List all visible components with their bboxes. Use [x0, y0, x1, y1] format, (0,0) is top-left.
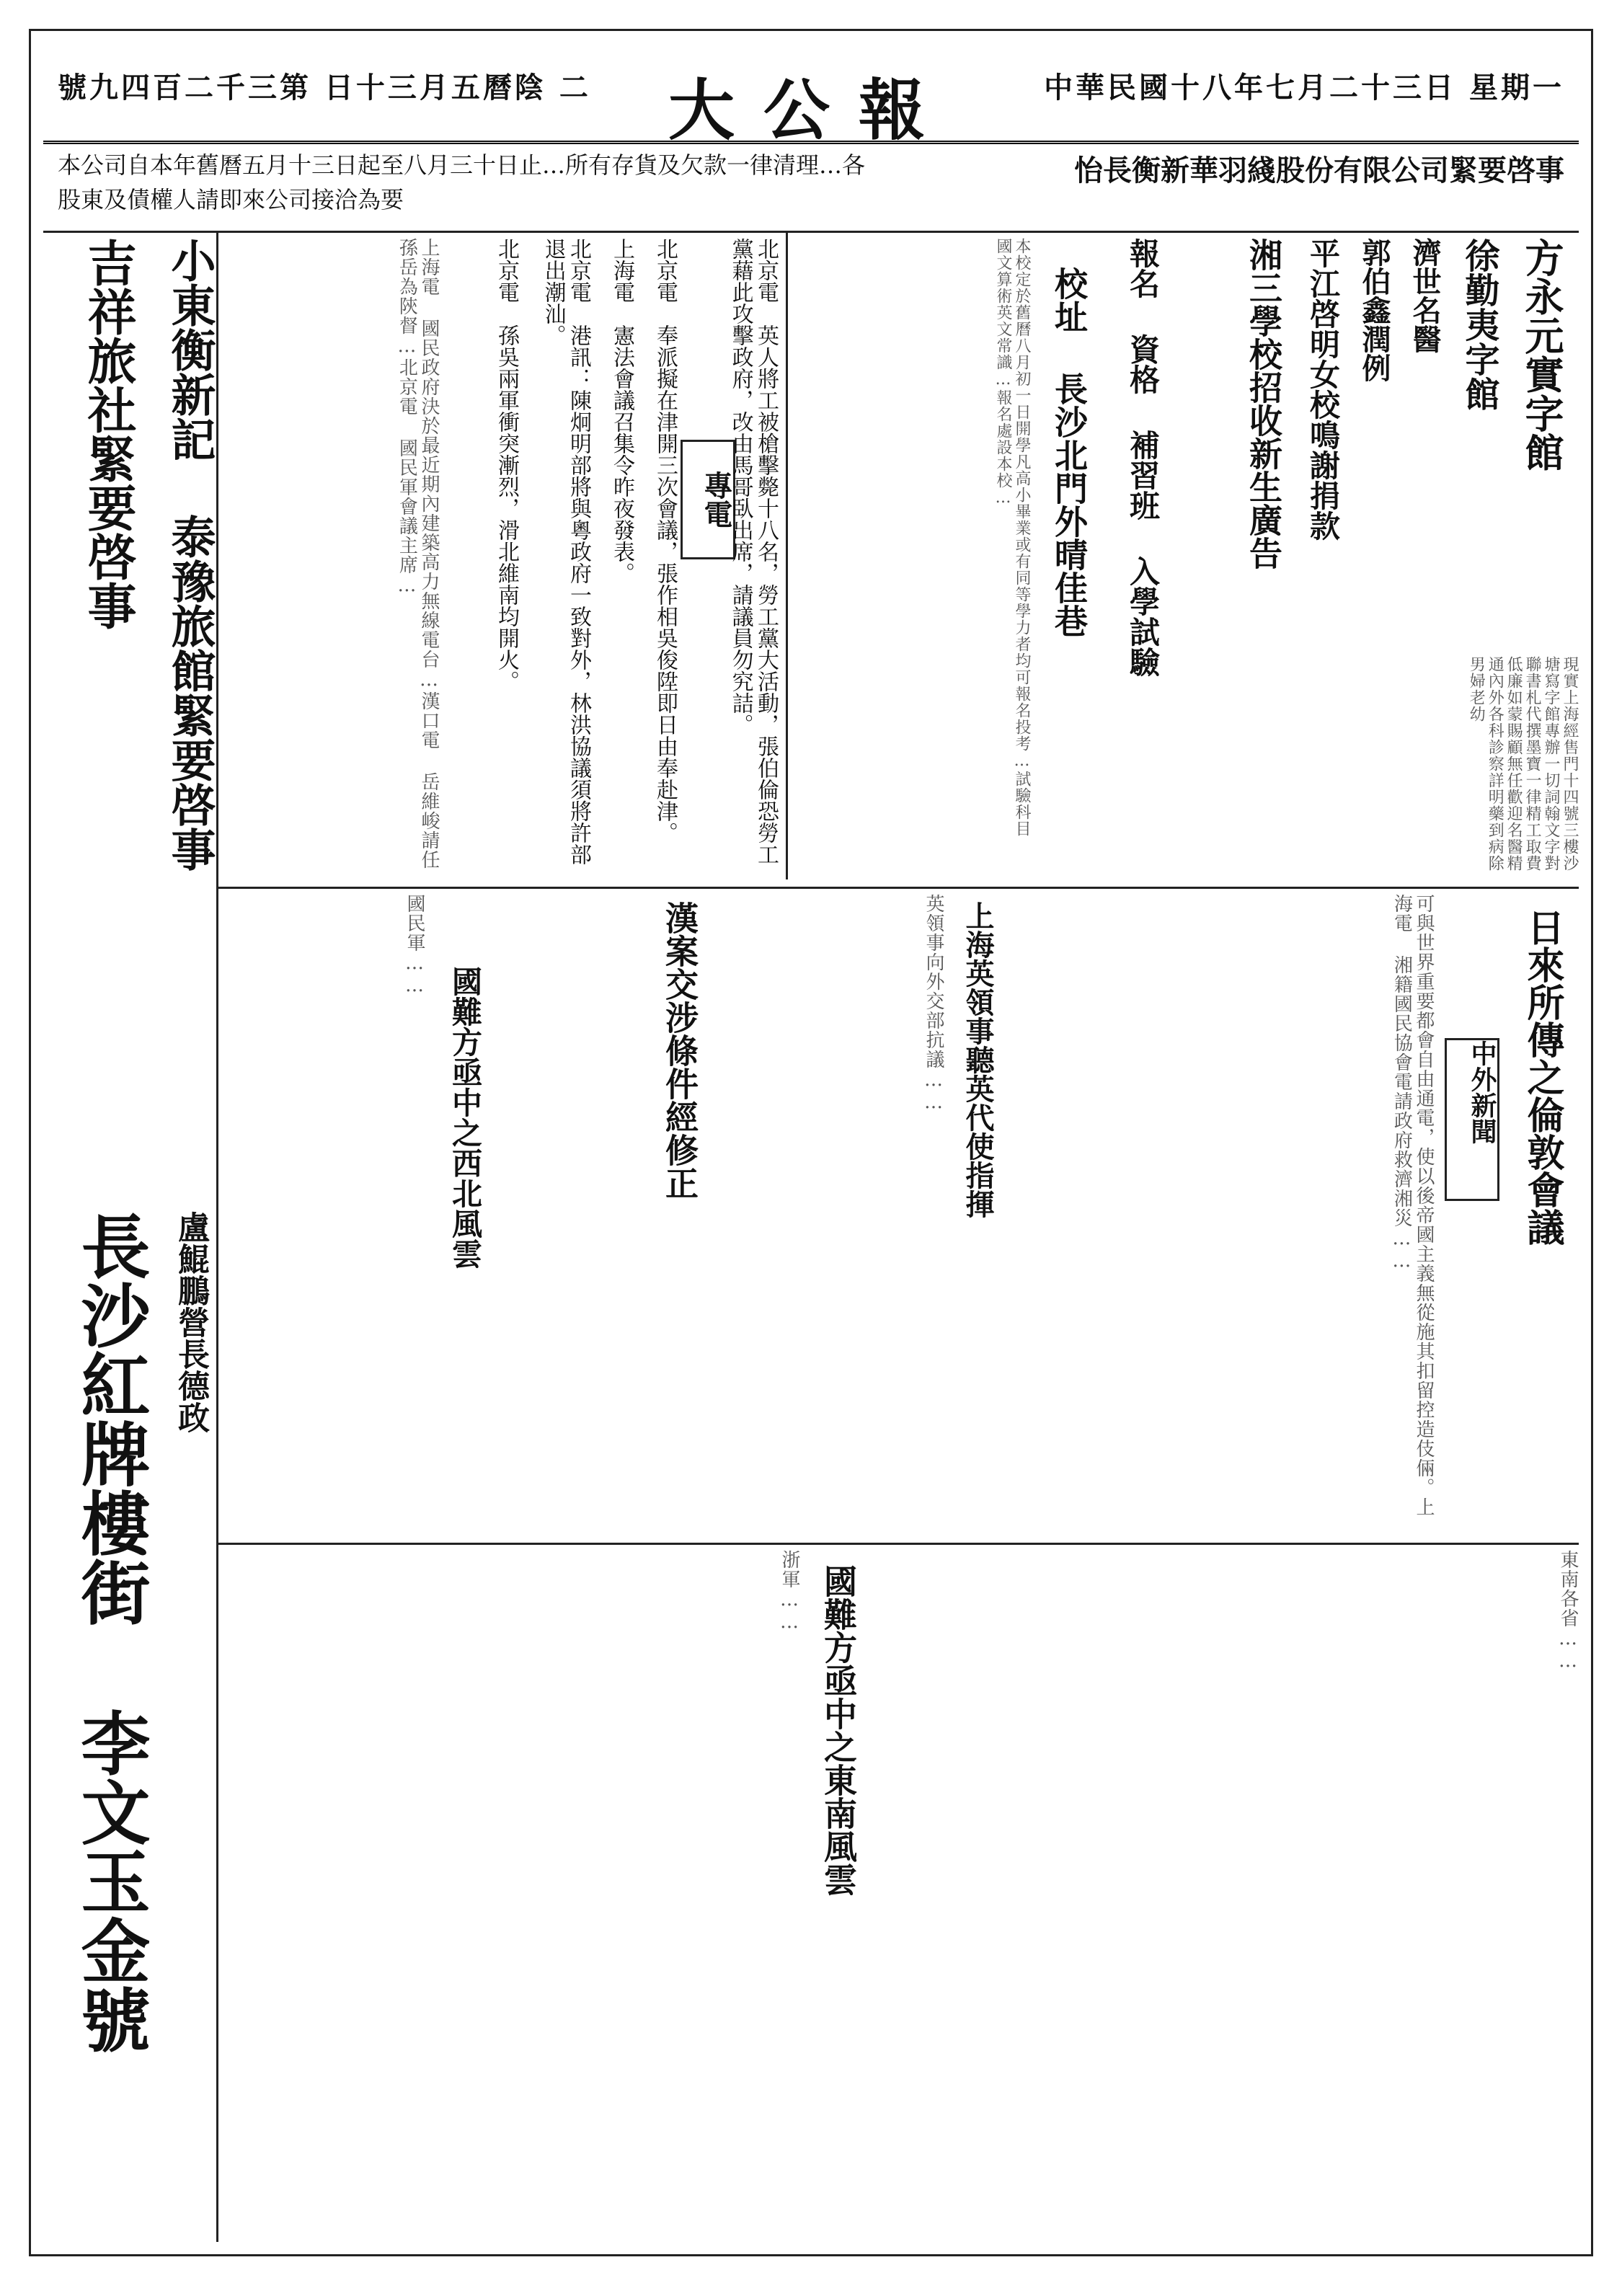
ad-title: 平江啓明女校鳴謝捐款	[1306, 238, 1341, 541]
news-title: 漢案交涉條件經修正	[660, 901, 699, 1200]
ad-title: 盧鯤鵬營長德政	[172, 1211, 209, 1433]
ad-title: 方永元實字館	[1519, 238, 1565, 471]
news-block-upper	[447, 238, 779, 887]
masthead-title: 大公報	[668, 71, 954, 149]
news-block-middle	[223, 238, 440, 887]
ads-right-block-2	[793, 238, 1175, 887]
ad-title: 濟世名醫	[1408, 238, 1442, 353]
top-notice	[58, 148, 1564, 227]
divider-mid	[216, 887, 1579, 889]
divider-col	[786, 231, 788, 879]
top-notice-body: 本公司自本年舊曆五月十三日起至八月三十日止…所有存貨及欠款一律清理…各股東及債權人請即來公司接洽為要	[58, 151, 866, 213]
news-item: 北京電 英人將工被槍擊斃十八名，勞工黨大活動，張伯倫恐勞工黨藉此攻擊政府，改由馬哥臥出席，請議員勿究詰。	[727, 238, 779, 865]
ad-title: 郭伯鑫潤例	[1357, 238, 1391, 382]
ads-left-block-2	[43, 1211, 216, 2242]
news-title: 日來所傳之倫敦會議	[1520, 908, 1564, 1246]
news-body-text: 上海電 國民政府決於最近期內建築高力無線電台…漢口電 岳維峻請任孫岳為陝督…北京電 國民軍會議主席…	[396, 238, 440, 869]
ad-title: 小東衡新記 泰豫旅館緊要啓事	[164, 238, 216, 872]
news-body-text: 國民軍……	[404, 894, 425, 997]
news-title: 中外新聞	[1445, 1038, 1499, 1201]
news-block-west	[223, 894, 497, 1543]
ad-body-text: 本校定於舊曆八月初一日開學凡高小畢業或有同等學力者均可報名投考…試驗科目國文算術英文常識…報名處設本校…	[994, 238, 1031, 837]
masthead	[43, 50, 1579, 149]
news-block-center	[1009, 894, 1579, 1543]
ad-title: 報名 資格 補習班 入學試驗	[1125, 238, 1161, 677]
ad-title: 吉祥旅社緊要啓事	[79, 238, 137, 630]
news-title: 專電	[681, 440, 735, 559]
ad-body-text: 現實上海經售門十四號三樓沙塘寫字館專辦一切詞翰文字對聯書札代撰墨寶一律精工取費低廉如蒙賜顧無任歡迎名醫精通內外各科診察詳明藥到病除男婦老幼	[1467, 656, 1579, 872]
ad-title: 徐勤夷字館	[1459, 238, 1499, 411]
news-body-text: 浙軍……	[779, 1550, 800, 1634]
ad-title: 長沙紅牌樓街 李文玉金號	[70, 1211, 151, 2054]
news-item: 北京電 奉派擬在津開三次會議，張作相吳俊陞即日由奉赴津。	[652, 238, 678, 843]
masthead-date-left: 號九四百二千三第 日十三月五曆陰 二	[58, 71, 591, 105]
divider-top	[43, 231, 1579, 233]
ad-title: 湘三學校招收新生廣告	[1244, 238, 1283, 569]
news-body-text: 英領事向外交部抗議……	[923, 894, 944, 1114]
divider-low	[216, 1543, 1579, 1545]
ad-title: 校址 長沙北門外晴佳巷	[1050, 267, 1089, 637]
news-item: 北京電 孫吳兩軍衝突漸烈，滑北維南均開火。	[494, 238, 519, 692]
news-title: 上海英領事聽英代使指揮	[961, 901, 995, 1218]
news-title: 國難方亟中之東南風雲	[819, 1564, 858, 1896]
ads-right-block	[1182, 238, 1579, 887]
masthead-date-right: 中華民國十八年七月二十三日 星期一	[1044, 71, 1564, 105]
news-title: 國難方亟中之西北風雲	[448, 966, 483, 1269]
ads-left-block	[43, 238, 216, 1175]
divider-left	[216, 231, 218, 2242]
news-block-center-2	[505, 894, 1002, 1543]
news-body-text: 東南各省……	[1557, 1550, 1579, 1672]
news-block-lower	[223, 1550, 1579, 2242]
top-notice-title: 怡長衡新華羽綫股份有限公司緊要啓事	[1074, 154, 1564, 187]
news-item: 上海電 憲法會議召集令昨夜發表。	[609, 238, 634, 584]
news-item: 北京電 港訊：陳炯明部將與粵政府一致對外，林洪協議須將許部退出潮汕。	[540, 238, 591, 865]
news-body-text: 可與世界重要都會自由通電，使以後帝國主義無從施其扣留控造伎倆。上海電 湘籍國民協會電請政府救濟湘災……	[1391, 894, 1435, 1517]
